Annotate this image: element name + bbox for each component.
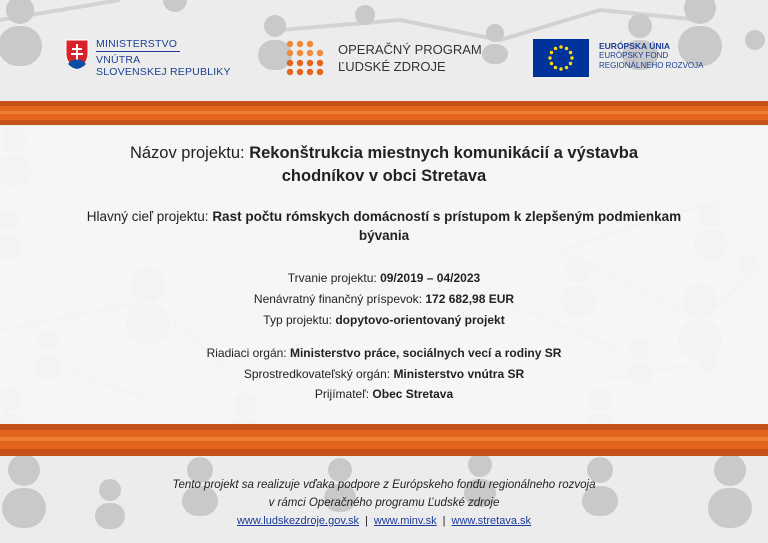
link-stretava[interactable]: www.stretava.sk <box>451 515 531 527</box>
eu-star-icon <box>554 47 557 50</box>
intermediary-body <box>0 364 768 384</box>
orange-band-top <box>0 101 768 125</box>
type-label: Typ projektu: <box>263 313 332 327</box>
footer <box>0 476 768 530</box>
project-name-label: Názov projektu: <box>129 144 245 162</box>
eu-star-icon <box>550 51 553 54</box>
project-type <box>0 310 768 330</box>
eu-star-icon <box>559 67 562 70</box>
ministry-logo-rule <box>96 51 180 52</box>
eu-star-icon <box>569 62 572 65</box>
eu-logo <box>533 39 703 77</box>
ministry-logo-line2: VNÚTRA <box>96 54 141 66</box>
eu-star-icon <box>554 66 557 69</box>
link-separator: | <box>365 515 368 527</box>
managing-authority <box>0 343 768 363</box>
intermediary-label: Sprostredkovateľský orgán: <box>243 367 391 381</box>
eu-star-icon <box>548 56 551 59</box>
project-goal <box>0 207 768 245</box>
intermediary-value: Ministerstvo vnútra SR <box>393 367 525 381</box>
ministry-logo-line3: SLOVENSKEJ REPUBLIKY <box>96 66 231 78</box>
footer-line2: v rámci Operačného programu Ľudské zdroje <box>268 497 500 509</box>
recipient <box>0 384 768 404</box>
program-logo-line1: OPERAČNÝ PROGRAM <box>338 42 482 57</box>
link-separator: | <box>442 515 446 527</box>
recipient-value: Obec Stretava <box>372 387 454 401</box>
link-ludskezdroje[interactable]: www.ludskezdroje.gov.sk <box>236 515 360 527</box>
eu-star-icon <box>559 45 562 48</box>
project-goal-line1: Rast počtu rómskych domácností s prístupom k zlepšeným podmienkam <box>212 209 682 224</box>
grant-label: Nenávratný finančný príspevok: <box>253 292 422 306</box>
program-logo-line2: ĽUDSKÉ ZDROJE <box>338 59 446 74</box>
grant-value: 172 682,98 EUR <box>425 292 515 306</box>
type-value: dopytovo-orientovaný projekt <box>335 313 505 327</box>
managing-label: Riadiaci orgán: <box>206 346 287 360</box>
project-duration <box>0 268 768 288</box>
dots-grid-icon <box>286 40 324 76</box>
eu-logo-line1: EURÓPSKA ÚNIA <box>599 41 670 51</box>
duration-label: Trvanie projektu: <box>287 271 377 285</box>
footer-links <box>0 512 768 530</box>
link-minv[interactable]: www.minv.sk <box>373 515 437 527</box>
managing-value: Ministerstvo práce, sociálnych vecí a rodiny SR <box>289 346 562 360</box>
project-name <box>0 142 768 188</box>
project-goal-label: Hlavný cieľ projektu: <box>86 209 209 224</box>
eu-star-icon <box>570 56 573 59</box>
eu-star-icon <box>550 62 553 65</box>
eu-logo-line2: EURÓPSKY FOND <box>599 51 669 60</box>
eu-star-icon <box>565 66 568 69</box>
project-name-line2: chodníkov v obci Stretava <box>281 167 487 185</box>
eu-logo-line3: REGIONÁLNEHO ROZVOJA <box>599 61 704 70</box>
eu-star-icon <box>569 51 572 54</box>
project-goal-line2: bývania <box>358 228 410 243</box>
project-name-line1: Rekonštrukcia miestnych komunikácií a výstavba <box>249 144 639 162</box>
duration-value: 09/2019 – 04/2023 <box>380 271 481 285</box>
operational-program-logo <box>286 40 482 76</box>
orange-band-bottom <box>0 424 768 456</box>
ministry-logo-line1: MINISTERSTVO <box>96 38 178 50</box>
recipient-label: Prijímateľ: <box>314 387 370 401</box>
slovak-coat-of-arms-icon <box>64 38 90 70</box>
partner-logos <box>0 0 768 95</box>
eu-flag-icon <box>533 39 589 77</box>
footer-line1: Tento projekt sa realizuje vďaka podpore z Európskeho fondu regionálneho rozvoja <box>172 479 596 491</box>
ministry-logo <box>64 38 231 78</box>
project-grant <box>0 289 768 309</box>
eu-star-icon <box>565 47 568 50</box>
